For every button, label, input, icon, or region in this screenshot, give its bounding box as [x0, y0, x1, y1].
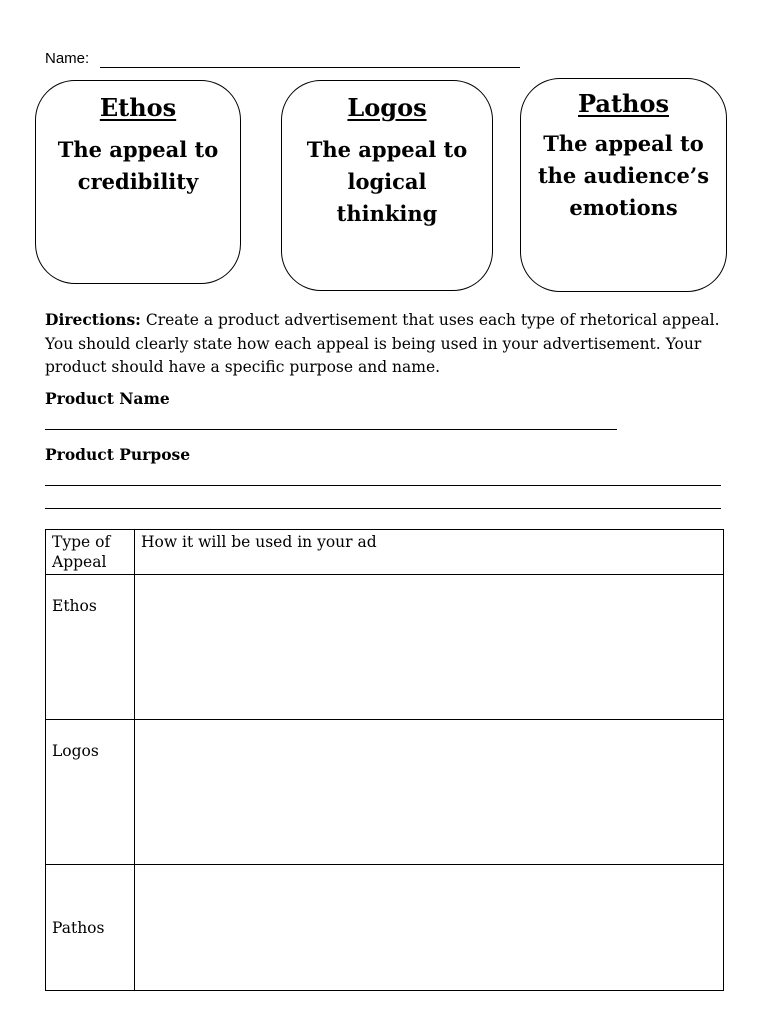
directions-paragraph — [45, 308, 735, 380]
ethos-answer-cell[interactable] — [135, 575, 724, 720]
product-name-label: Product Name — [45, 389, 170, 408]
product-name-line[interactable] — [45, 429, 617, 430]
row-label-pathos: Pathos — [46, 865, 135, 991]
header-how-used: How it will be used in your ad — [135, 530, 724, 575]
product-purpose-label: Product Purpose — [45, 445, 191, 464]
ethos-box — [35, 80, 241, 284]
pathos-title: Pathos — [577, 89, 669, 118]
product-purpose-line-1[interactable] — [45, 485, 721, 486]
logos-box — [281, 80, 493, 291]
pathos-box — [520, 78, 727, 292]
name-label: Name: — [45, 50, 90, 67]
row-label-logos: Logos — [46, 720, 135, 865]
row-label-ethos: Ethos — [46, 575, 135, 720]
ethos-title: Ethos — [99, 93, 177, 122]
logos-answer-cell[interactable] — [135, 720, 724, 865]
ethos-description: The appeal to credibility — [57, 137, 219, 194]
directions-label: Directions: — [45, 310, 141, 329]
name-field-row — [45, 50, 525, 70]
table-row — [46, 720, 724, 865]
logos-title: Logos — [347, 93, 427, 122]
directions-text: Create a product advertisement that uses each type of rhetorical appeal. You should clearly state how each appeal is being used in your advertisement. Your product should have a specific purpose and name. — [45, 311, 720, 376]
product-purpose-line-2[interactable] — [45, 508, 721, 509]
logos-description: The appeal to logical thinking — [306, 137, 468, 226]
appeal-table — [45, 529, 724, 991]
table-row — [46, 575, 724, 720]
name-blank-line[interactable] — [100, 67, 520, 68]
pathos-description: The appeal to the audience’s emotions — [537, 131, 710, 220]
header-type-of-appeal: Type of Appeal — [46, 530, 135, 575]
table-header-row — [46, 530, 724, 575]
pathos-answer-cell[interactable] — [135, 865, 724, 991]
table-row — [46, 865, 724, 991]
